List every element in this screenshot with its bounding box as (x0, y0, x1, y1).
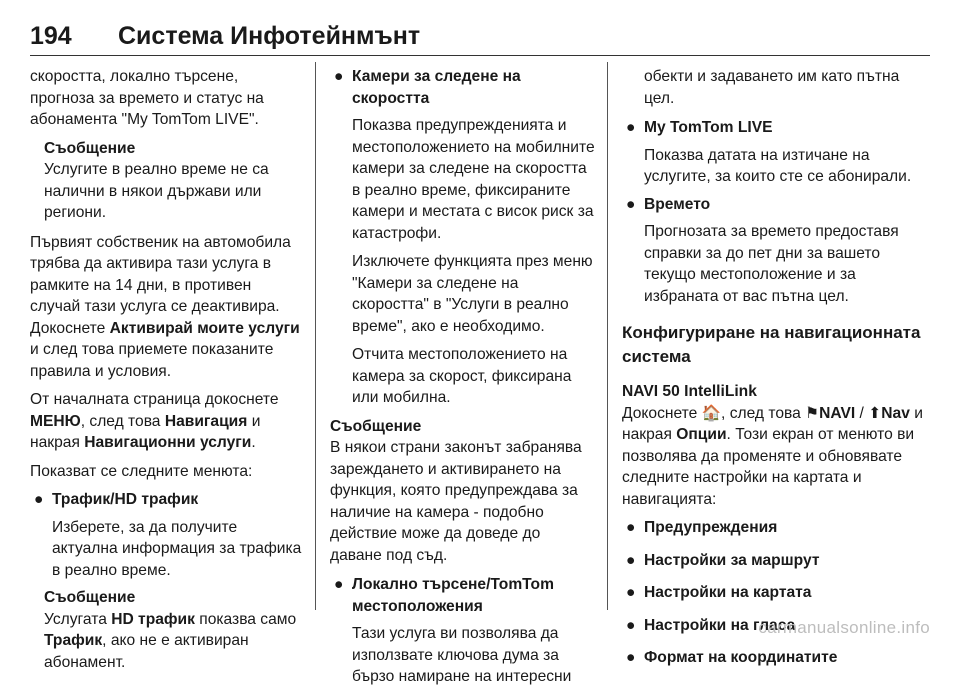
bullet-title: Локално търсене/TomTom местоположения (352, 576, 554, 615)
bullet-description: Тази услуга ви позволява да използвате ключова дума за бързо намиране на интересни (352, 625, 572, 685)
watermark: carmanualsonline.info (758, 618, 930, 637)
bullet-weather (622, 194, 932, 308)
options-label: Опции (676, 426, 727, 443)
bullet-speed-cameras (330, 66, 595, 409)
nav-label: Nav (881, 404, 910, 422)
bullet-my-tomtom-live (622, 117, 932, 188)
activate-services-label: Активирай моите услуги (109, 319, 300, 337)
navi-label: NAVI (819, 404, 856, 422)
bullet-description: Прогнозата за времето предоставя справки за до пет дни за вашето текущо местоположение и за избраната от вас пътна цел. (644, 223, 899, 305)
nav-arrow-icon: ⬆ (868, 404, 882, 422)
note-text (44, 609, 305, 674)
list-item-label: Настройки на картата (644, 584, 812, 601)
text-span: Първият собственик на автомобила трябва да активира тази услуга в рамките на 14 дни, в противен случай тази услуга се деактивира. Докоснете (30, 233, 291, 337)
text-span: , след това (721, 404, 806, 422)
page-number: 194 (30, 22, 72, 50)
text-span: / (855, 404, 869, 422)
bullet-dot: ● (626, 649, 636, 666)
note-box (330, 416, 595, 567)
bullet-title: Времето (644, 195, 711, 213)
note-box (30, 138, 305, 224)
bullet-local-search (330, 574, 595, 688)
bullet-title: Трафик/HD трафик (52, 491, 199, 508)
column-1 (30, 66, 305, 681)
column-3 (622, 66, 932, 680)
menus-shown-text: Показват се следните менюта: (30, 462, 253, 480)
settings-list (622, 517, 932, 669)
bullet-dot: ● (34, 491, 44, 508)
note-title: Съобщение (44, 589, 136, 606)
text-span: От началната страница докоснете (30, 391, 279, 408)
list-item-label: Настройки на гласа (644, 616, 796, 634)
bullet-description: Показва датата на изтичане на услугите, за които сте се абонирали. (644, 146, 912, 185)
bullet-title: Камери за следене на скоростта (352, 68, 521, 107)
text-span: , ако не е активиран абонамент. (44, 632, 249, 671)
bullet-dot: ● (626, 195, 636, 213)
text-span: , след това (80, 412, 165, 430)
list-item (622, 647, 932, 669)
hd-traffic-label: HD трафик (111, 610, 195, 628)
text-span: и след това приемете показаните правила и условия. (30, 341, 274, 380)
column-divider (607, 62, 608, 610)
note-box (30, 587, 305, 673)
bullet-dot: ● (334, 68, 344, 85)
navigation-label: Навигация (164, 412, 248, 430)
bullet-dot: ● (334, 576, 344, 593)
section-heading: Конфигуриране на навигационната система (622, 323, 921, 366)
list-item (622, 517, 932, 539)
bullet-paragraph: Отчита местоположението на камера за скорост, фиксирана или мобилна. (352, 346, 572, 406)
section-subheading: NAVI 50 IntelliLink (622, 383, 757, 400)
bullet-paragraph: Изключете функцията през меню "Камери за следене на скоростта" в "Услуги в реално време", ако е необходимо. (352, 253, 593, 335)
text-span: Докоснете (622, 404, 702, 422)
bullet-dot: ● (626, 616, 636, 634)
text-span: . Този екран от менюто ви позволява да променяте и обновявате следните настройки на картата и навигацията: (622, 426, 915, 508)
header-rule (30, 55, 930, 56)
continuation-text: обекти и задаването им като пътна цел. (644, 68, 900, 107)
bullet-continuation (622, 66, 932, 109)
activation-paragraph (30, 232, 305, 383)
bullet-traffic (30, 489, 305, 581)
note-title: Съобщение (330, 417, 422, 435)
page-header (30, 22, 930, 54)
options-paragraph (622, 403, 932, 511)
menu-label: МЕНЮ (30, 412, 81, 430)
text-span: и накрая (30, 412, 261, 451)
list-item-label: Настройки за маршрут (644, 551, 820, 569)
bullet-dot: ● (626, 551, 636, 569)
note-title: Съобщение (44, 139, 136, 157)
text-span: и накрая (622, 404, 923, 443)
list-item-label: Формат на координатите (644, 649, 838, 666)
bullet-dot: ● (626, 119, 636, 136)
flag-icon: ⚑ (805, 404, 820, 422)
list-item (622, 582, 932, 604)
list-item-label: Предупреждения (644, 519, 778, 536)
bullet-dot: ● (626, 584, 636, 601)
text-span: . (251, 434, 256, 451)
note-text: Услугите в реално време не са налични в някои държави или региони. (44, 161, 269, 221)
bullet-title: My TomTom LIVE (644, 119, 773, 136)
menu-path-paragraph (30, 389, 305, 454)
note-text: В някои страни законът забранява зареждането и активирането на функция, която предупреждава за наличие на камера - подобно действие може да доведе до даване под съд. (330, 439, 582, 564)
list-item (622, 550, 932, 572)
page-title: Система Инфотейнмънт (118, 22, 421, 50)
bullet-paragraph: Показва предупрежденията и местоположението на мобилните камери за следене на скоростта в реално време, фиксираните камери и местата с висок риск за катастрофи. (352, 117, 595, 242)
bullet-dot: ● (626, 519, 636, 536)
navigation-services-label: Навигационни услуги (84, 434, 252, 451)
text-span: показва само (194, 610, 297, 628)
intro-text: скоростта, локално търсене, прогноза за времето и статус на абонамента "My TomTom LIVE". (30, 68, 264, 128)
text-span: Услугата (44, 610, 112, 628)
bullet-description (352, 115, 595, 409)
bullet-description: Изберете, за да получите актуална информация за трафика в реално време. (52, 518, 302, 579)
column-divider (315, 62, 316, 610)
traffic-label: Трафик (44, 632, 103, 649)
home-icon: 🏠 (701, 404, 722, 422)
column-2 (330, 66, 595, 694)
